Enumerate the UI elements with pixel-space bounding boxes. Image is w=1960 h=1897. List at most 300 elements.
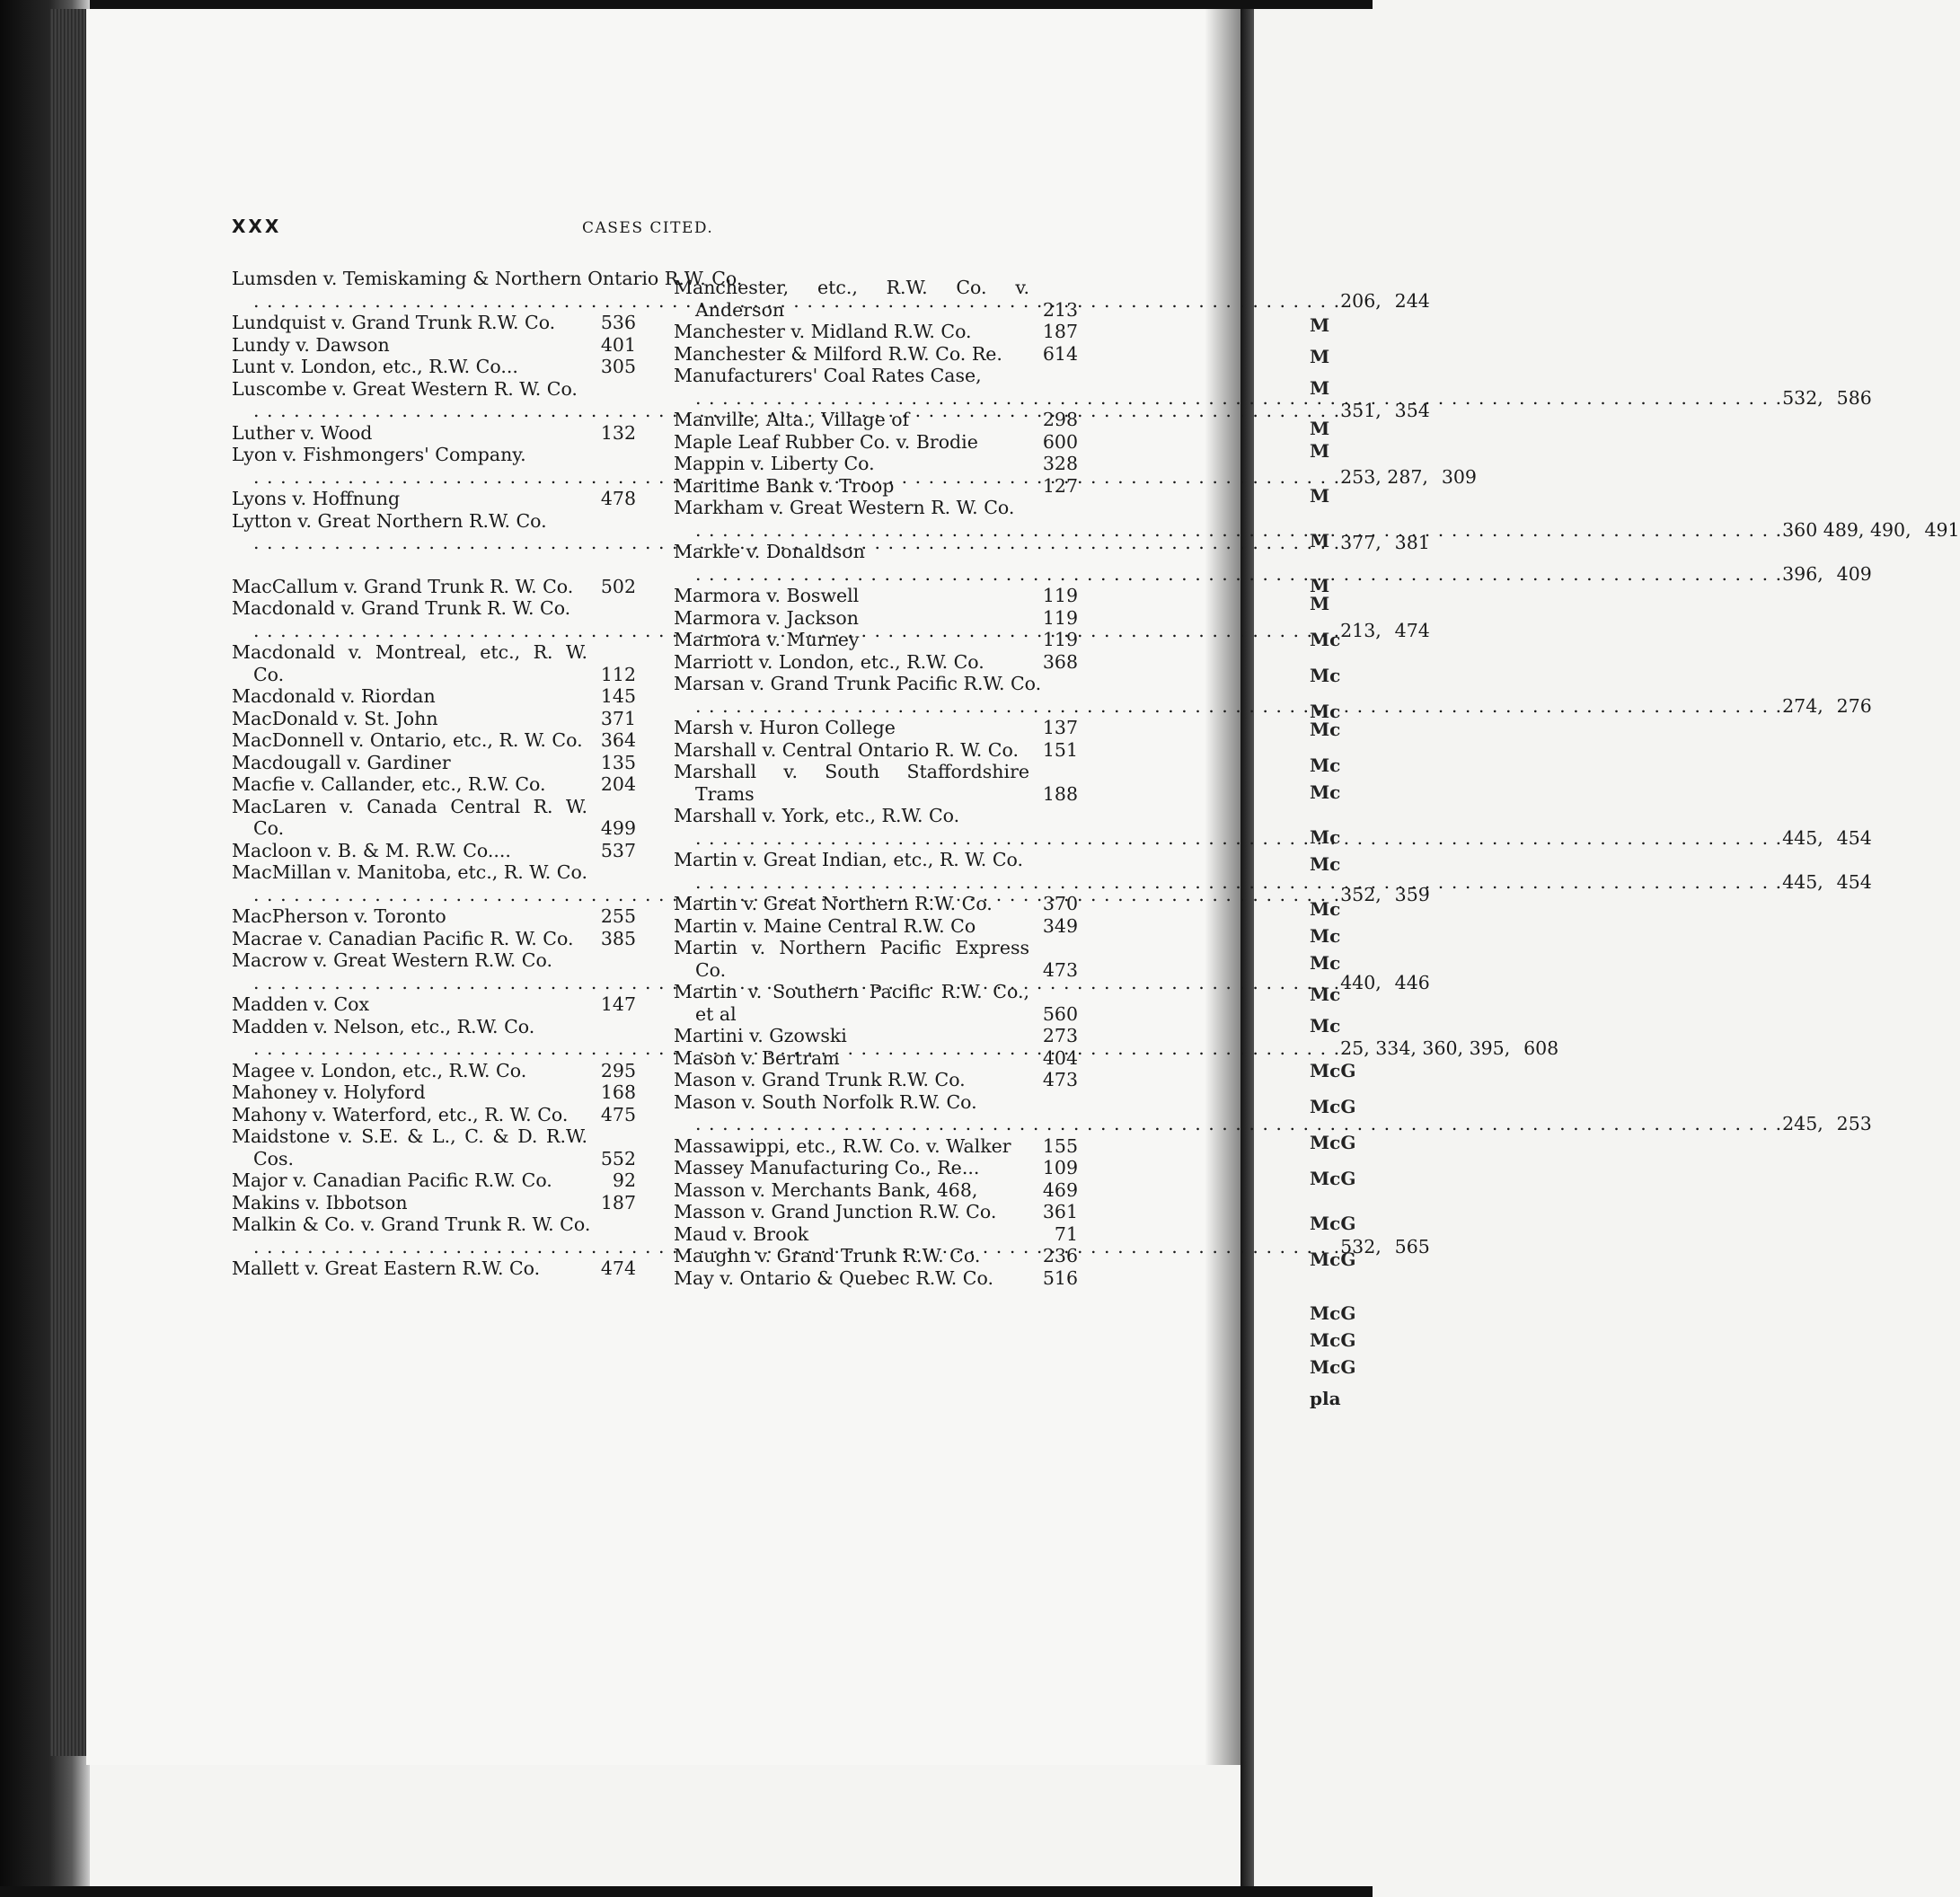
case-name	[674, 1266, 1029, 1290]
dot-leader	[695, 695, 1782, 718]
case-name	[232, 641, 587, 685]
case-entry	[232, 334, 636, 357]
case-name-text: Markle v. Donaldson	[674, 541, 865, 562]
case-name-text: MacCallum v. Grand Trunk R. W. Co.	[232, 575, 574, 597]
additional-page-refs: 25, 334, 360, 395,	[1340, 1037, 1511, 1059]
page-number: 276	[1836, 694, 1872, 717]
case-name	[674, 849, 1823, 893]
case-name	[232, 729, 587, 752]
case-name	[674, 606, 1029, 630]
case-entry	[232, 576, 636, 598]
page-number: 469	[1042, 1178, 1078, 1201]
case-name-text: Marshall v. South Staffordshire Trams	[674, 761, 1029, 805]
case-name	[674, 650, 1029, 674]
case-entry	[232, 1081, 636, 1104]
page-number: 187	[1042, 321, 1078, 342]
case-entry	[674, 321, 1078, 343]
facing-page-fragment: Mc	[1310, 629, 1341, 650]
case-name	[674, 409, 1029, 431]
case-entry	[674, 1157, 1078, 1179]
case-entry	[232, 1192, 636, 1214]
page-number: 586	[1836, 386, 1872, 409]
dot-leader-line	[695, 563, 1823, 586]
dot-leader-line	[695, 695, 1823, 718]
case-name	[232, 707, 587, 730]
case-name-text: Macloon v. B. & M. R.W. Co....	[232, 839, 511, 861]
case-entry	[674, 739, 1078, 762]
case-name	[674, 1178, 1029, 1202]
page-folio: XXX	[232, 216, 282, 237]
case-name-text: Luther v. Wood	[232, 421, 373, 444]
page-number: 244	[1394, 289, 1430, 312]
case-name-text: Madden v. Nelson, etc., R.W. Co.	[232, 1015, 535, 1037]
additional-page-refs: 445,	[1782, 870, 1823, 893]
additional-page-refs: 377,	[1340, 532, 1382, 553]
case-name-text: Lytton v. Great Northern R.W. Co.	[232, 509, 547, 532]
dot-leader	[695, 1113, 1782, 1135]
case-name-text: Maughn v. Grand Trunk R.W. Co.	[674, 1245, 981, 1266]
case-entry	[674, 453, 1078, 475]
page-number: 236	[1042, 1245, 1078, 1266]
scan-border-top	[0, 0, 1373, 9]
case-name	[232, 1081, 587, 1104]
page-number: 473	[1042, 958, 1078, 981]
facing-page-fragment: Mc	[1310, 719, 1341, 740]
case-entry	[674, 1267, 1078, 1290]
page-number: 119	[1042, 585, 1078, 606]
case-entry	[674, 409, 1078, 431]
additional-page-refs: 532,	[1782, 386, 1823, 409]
page-number: 473	[1042, 1069, 1078, 1090]
case-entry	[674, 915, 1078, 938]
case-entry	[674, 1135, 1078, 1158]
dot-leader-line	[695, 871, 1823, 894]
scan-border-bottom	[0, 1886, 1373, 1897]
case-name-text: MacLaren v. Canada Central R. W. Co.	[232, 795, 587, 839]
case-name-text: MacDonnell v. Ontario, etc., R. W. Co.	[232, 729, 583, 751]
facing-page-fragment: pla	[1310, 1388, 1341, 1409]
page-number: 151	[1042, 738, 1078, 761]
page-number: 614	[1042, 342, 1078, 365]
facing-page-fragment: Mc	[1310, 984, 1341, 1005]
case-name	[674, 914, 1029, 938]
page-number: 475	[600, 1103, 636, 1125]
case-name-text: Massey Manufacturing Co., Re...	[674, 1157, 980, 1178]
page-number: 404	[1042, 1046, 1078, 1069]
case-name-text: Masson v. Merchants Bank, 468,	[674, 1178, 978, 1201]
page-number: 608	[1523, 1037, 1559, 1059]
case-name-text: Macdonald v. Grand Trunk R. W. Co.	[232, 597, 571, 619]
case-name	[674, 365, 1823, 409]
case-name-text: Lunt v. London, etc., R.W. Co...	[232, 356, 518, 377]
case-name	[674, 1046, 1029, 1070]
case-name-text: Marshall v. York, etc., R.W. Co.	[674, 805, 960, 826]
page-number: 516	[1042, 1266, 1078, 1289]
case-entry	[232, 1125, 636, 1169]
case-name	[674, 893, 1029, 915]
case-name	[674, 1245, 1029, 1267]
facing-page-fragment: McG	[1310, 1060, 1356, 1081]
case-name	[232, 685, 587, 708]
case-name-text: Macdonald v. Riordan	[232, 685, 436, 707]
case-name-text: Marsh v. Huron College	[674, 717, 896, 738]
dot-leader-line	[695, 827, 1823, 850]
case-entry	[674, 343, 1078, 366]
page-number: 381	[1394, 532, 1430, 553]
running-head	[232, 216, 1143, 243]
case-entry	[232, 641, 636, 685]
case-name	[674, 342, 1029, 366]
dot-leader	[695, 563, 1782, 586]
page-number: 213	[1042, 298, 1078, 321]
dot-leader	[695, 519, 1782, 542]
page-number: 92	[612, 1169, 636, 1191]
page-number: 560	[1042, 1002, 1078, 1025]
page-number: 145	[600, 685, 636, 707]
case-name-text: Massawippi, etc., R.W. Co. v. Walker	[674, 1134, 1011, 1157]
case-name	[232, 839, 587, 862]
page-number: 71	[1054, 1222, 1078, 1245]
case-name-text: Lundy v. Dawson	[232, 333, 390, 356]
case-name	[232, 1257, 587, 1280]
case-name	[232, 312, 587, 334]
facing-page-fragment: M	[1310, 346, 1330, 367]
case-entry	[232, 1104, 636, 1126]
case-entry	[674, 497, 1960, 541]
case-name-text: May v. Ontario & Quebec R.W. Co.	[674, 1266, 993, 1289]
page-number: 127	[1042, 474, 1078, 497]
case-entry	[232, 928, 636, 950]
case-name-text: Mallett v. Great Eastern R.W. Co.	[232, 1257, 541, 1279]
case-entry	[232, 1060, 636, 1082]
facing-page-fragment: Mc	[1310, 925, 1341, 947]
case-entry	[674, 277, 1078, 321]
facing-page-fragment: Mc	[1310, 1015, 1341, 1037]
page-number: 298	[1042, 409, 1078, 430]
page-number: 187	[600, 1191, 636, 1213]
case-name-text: Masson v. Grand Junction R.W. Co.	[674, 1201, 997, 1222]
case-name-text: Marriott v. London, etc., R.W. Co.	[674, 650, 984, 673]
dot-leader	[695, 387, 1782, 410]
case-entry	[232, 356, 636, 378]
case-name	[674, 474, 1029, 498]
case-entry	[232, 840, 636, 862]
page-number: 328	[1042, 453, 1078, 474]
case-name	[674, 497, 1911, 541]
dot-leader-line	[695, 519, 1911, 542]
page-number: 491	[1924, 518, 1960, 541]
case-entry	[674, 717, 1078, 739]
page-number: 537	[600, 839, 636, 861]
additional-page-refs: 213,	[1340, 619, 1382, 641]
case-name-text: Luscombe v. Great Western R. W. Co.	[232, 377, 578, 400]
additional-page-refs: 352,	[1340, 883, 1382, 905]
facing-page-fragment: McG	[1310, 1168, 1356, 1189]
case-name	[232, 356, 587, 378]
page-number: 204	[600, 773, 636, 795]
case-entry	[674, 585, 1078, 607]
case-name	[232, 333, 587, 357]
case-name	[232, 1059, 587, 1082]
case-name-text: Makins v. Ibbotson	[232, 1191, 408, 1213]
additional-page-refs: 351,	[1340, 400, 1382, 421]
case-name-text: Martin v. Great Indian, etc., R. W. Co.	[674, 849, 1023, 870]
page-number: 168	[600, 1081, 636, 1103]
case-entry	[232, 729, 636, 752]
case-name	[674, 673, 1823, 717]
case-entry	[674, 981, 1078, 1025]
facing-page-fragment: M	[1310, 418, 1330, 439]
additional-page-refs: 245,	[1782, 1113, 1823, 1134]
page-number: 119	[1042, 606, 1078, 629]
case-name	[674, 1222, 1029, 1246]
facing-page-fragment: McG	[1310, 1132, 1356, 1153]
book-fore-edge	[50, 9, 86, 1756]
case-entry	[232, 1169, 636, 1192]
case-name-text: Magee v. London, etc., R.W. Co.	[232, 1059, 527, 1081]
case-name-text: Martin v. Southern Pacific R.W. Co., et al	[674, 981, 1029, 1025]
page-number: 446	[1394, 971, 1430, 993]
page-number: 454	[1836, 826, 1872, 849]
page-number: 478	[600, 488, 636, 509]
case-name	[674, 1157, 1029, 1179]
case-entry	[674, 893, 1078, 915]
page-number: 273	[1042, 1025, 1078, 1046]
case-entry	[232, 685, 636, 708]
page-number: 135	[600, 751, 636, 773]
case-name-text: Martin v. Great Northern R.W. Co.	[674, 893, 993, 914]
page-number: 349	[1042, 914, 1078, 937]
case-entry	[232, 312, 636, 334]
case-name-text: Manchester, etc., R.W. Co. v. Anderson	[674, 277, 1029, 321]
case-entry	[232, 488, 636, 510]
additional-page-refs: 396,	[1782, 562, 1823, 585]
case-name	[232, 1103, 587, 1126]
case-entry	[232, 773, 636, 796]
facing-page-fragment: Mc	[1310, 781, 1341, 803]
case-name-text: Mason v. South Norfolk R.W. Co.	[674, 1090, 977, 1113]
case-entry	[674, 629, 1078, 651]
page-number: 371	[600, 707, 636, 729]
case-name-text: MacMillan v. Manitoba, etc., R. W. Co.	[232, 861, 587, 883]
case-entry	[232, 422, 636, 445]
facing-page-fragment: M	[1310, 593, 1330, 614]
case-name-text: Manufacturers' Coal Rates Case,	[674, 365, 982, 386]
case-name	[674, 629, 1029, 651]
additional-page-refs: 274,	[1782, 694, 1823, 717]
case-name	[232, 927, 587, 950]
case-name-text: Marmora v. Boswell	[674, 585, 860, 606]
page-number: 137	[1042, 717, 1078, 738]
additional-page-refs: 445,	[1782, 826, 1823, 849]
case-name	[232, 1191, 587, 1214]
facing-page-fragment: M	[1310, 377, 1330, 399]
case-entry	[674, 365, 1872, 409]
page-number: 454	[1836, 870, 1872, 893]
case-name-text: Manchester v. Midland R.W. Co.	[674, 321, 972, 342]
facing-page-fragment: Mc	[1310, 952, 1341, 974]
page-number: 368	[1042, 650, 1078, 673]
case-name	[674, 277, 1029, 321]
page-number: 155	[1042, 1134, 1078, 1157]
case-name-text: Mason v. Grand Trunk R.W. Co.	[674, 1069, 966, 1090]
page-number: 385	[600, 927, 636, 949]
dot-leader	[695, 827, 1782, 850]
case-name-text: Maritime Bank v. Troop	[674, 474, 895, 497]
additional-page-refs: 206,	[1340, 289, 1382, 312]
case-name-text: Martini v. Gzowski	[674, 1025, 847, 1046]
case-entry	[232, 796, 636, 840]
case-name	[232, 1169, 587, 1192]
case-name	[674, 321, 1029, 343]
page-number: 401	[600, 333, 636, 356]
facing-page-fragment: M	[1310, 530, 1330, 551]
page-number: 361	[1042, 1201, 1078, 1222]
case-name-text: Maple Leaf Rubber Co. v. Brodie	[674, 430, 978, 453]
facing-page-fragment: M	[1310, 485, 1330, 507]
case-entry	[232, 993, 636, 1016]
case-name-text: Maud v. Brook	[674, 1222, 809, 1245]
case-name-text: Marshall v. Central Ontario R. W. Co.	[674, 738, 1019, 761]
facing-page-fragment: McG	[1310, 1329, 1356, 1351]
facing-page-fragment: McG	[1310, 1248, 1356, 1270]
facing-page-fragment: M	[1310, 575, 1330, 596]
page-number: 474	[1394, 619, 1430, 641]
case-name	[232, 575, 587, 598]
facing-page-fragment: McG	[1310, 1213, 1356, 1234]
case-name-text: Mahoney v. Holyford	[232, 1081, 426, 1103]
case-name-text: Mappin v. Liberty Co.	[674, 453, 875, 474]
case-name-text: Lumsden v. Temiskaming & Northern Ontario R.W. Co.	[232, 268, 743, 289]
case-name-text: Mahony v. Waterford, etc., R. W. Co.	[232, 1103, 569, 1125]
page-number: 112	[600, 663, 636, 685]
case-name	[232, 751, 587, 774]
additional-page-refs: 440,	[1340, 971, 1382, 993]
facing-page-fragment: Mc	[1310, 665, 1341, 686]
case-name-text: Macrae v. Canadian Pacific R. W. Co.	[232, 927, 574, 949]
page-number: 305	[600, 356, 636, 377]
case-name	[674, 1025, 1029, 1047]
case-name-text: Maidstone v. S.E. & L., C. & D. R.W. Cos.	[232, 1125, 587, 1169]
case-name-text: MacPherson v. Toronto	[232, 905, 446, 927]
page-title: CASES CITED.	[582, 219, 714, 237]
page-number: 132	[600, 421, 636, 444]
case-name	[674, 717, 1029, 739]
case-entry	[674, 1025, 1078, 1047]
case-name	[674, 738, 1029, 762]
case-name-text: Manchester & Milford R.W. Co. Re.	[674, 342, 1002, 365]
case-entry	[674, 937, 1078, 981]
case-name	[232, 993, 587, 1016]
case-name-text: MacDonald v. St. John	[232, 707, 438, 729]
case-name-text: Marmora v. Jackson	[674, 606, 859, 629]
case-name-text: Martin v. Maine Central R.W. Co	[674, 914, 976, 937]
case-entry	[674, 607, 1078, 630]
page-number: 552	[600, 1147, 636, 1169]
page-number: 502	[600, 575, 636, 597]
page-number: 255	[600, 905, 636, 927]
case-entry	[674, 1201, 1078, 1223]
case-name	[674, 430, 1029, 454]
page-number: 119	[1042, 629, 1078, 650]
case-name	[674, 805, 1823, 849]
case-entry	[674, 1047, 1078, 1070]
case-name-text: Macrow v. Great Western R.W. Co.	[232, 949, 552, 971]
case-name	[232, 773, 587, 796]
case-name-text: Macdougall v. Gardiner	[232, 751, 451, 773]
page-number: 536	[600, 312, 636, 333]
page-number: 295	[600, 1059, 636, 1081]
case-name	[232, 795, 587, 840]
page-number: 354	[1394, 400, 1430, 421]
case-entry	[232, 752, 636, 774]
case-name-text: Marsan v. Grand Trunk Pacific R.W. Co.	[674, 673, 1042, 694]
case-name-text: Lyons v. Hoffnung	[232, 488, 401, 509]
additional-page-refs: 532,	[1340, 1235, 1382, 1257]
page-number: 499	[600, 817, 636, 839]
page-number: 188	[1042, 782, 1078, 805]
facing-page-fragment: M	[1310, 440, 1330, 462]
case-entry	[674, 1179, 1078, 1202]
case-name-text: Markham v. Great Western R. W. Co.	[674, 497, 1015, 518]
case-entry	[674, 475, 1078, 498]
case-entry	[232, 905, 636, 928]
additional-page-refs: 253, 287,	[1340, 465, 1428, 488]
case-name-text: Madden v. Cox	[232, 993, 370, 1015]
page-number: 370	[1042, 893, 1078, 914]
case-entry	[674, 1223, 1078, 1246]
dot-leader	[695, 871, 1782, 894]
page-number: 565	[1394, 1235, 1430, 1257]
case-entry	[674, 761, 1078, 805]
case-name-text: Lundquist v. Grand Trunk R.W. Co.	[232, 312, 556, 333]
page-number: 147	[600, 993, 636, 1015]
case-name	[674, 981, 1029, 1025]
facing-page-fragment: Mc	[1310, 853, 1341, 875]
case-name-text: Major v. Canadian Pacific R.W. Co.	[232, 1169, 552, 1191]
case-name	[674, 1134, 1029, 1158]
case-name-text: Malkin & Co. v. Grand Trunk R. W. Co.	[232, 1213, 591, 1235]
facing-page-fragment: Mc	[1310, 701, 1341, 722]
case-name-text: Macdonald v. Montreal, etc., R. W. Co.	[232, 641, 587, 685]
facing-page-fragment: McG	[1310, 1096, 1356, 1117]
case-name	[674, 1201, 1029, 1223]
case-entry	[674, 1069, 1078, 1091]
facing-page-fragment: Mc	[1310, 754, 1341, 776]
case-entry	[674, 1245, 1078, 1267]
case-name-text: Manville, Alta., Village of	[674, 409, 910, 430]
case-entry	[232, 1257, 636, 1280]
case-name	[674, 761, 1029, 805]
case-name	[674, 1090, 1823, 1135]
page-number: 253	[1836, 1113, 1872, 1134]
case-name-text: Marmora v. Murney	[674, 629, 860, 650]
page-number: 474	[600, 1257, 636, 1279]
case-name	[232, 905, 587, 928]
case-name	[674, 585, 1029, 607]
case-name-text: Macfie v. Callander, etc., R.W. Co.	[232, 773, 546, 795]
case-name	[232, 1125, 587, 1169]
case-name	[232, 421, 587, 445]
facing-page-fragment: McG	[1310, 1302, 1356, 1324]
page-number: 600	[1042, 430, 1078, 453]
additional-page-refs: 360 489, 490,	[1782, 518, 1911, 541]
page-number: 109	[1042, 1157, 1078, 1178]
case-entry	[674, 651, 1078, 674]
case-name-text: Mason v. Bertram	[674, 1046, 840, 1069]
case-name	[674, 453, 1029, 475]
page-number: 359	[1394, 883, 1430, 905]
